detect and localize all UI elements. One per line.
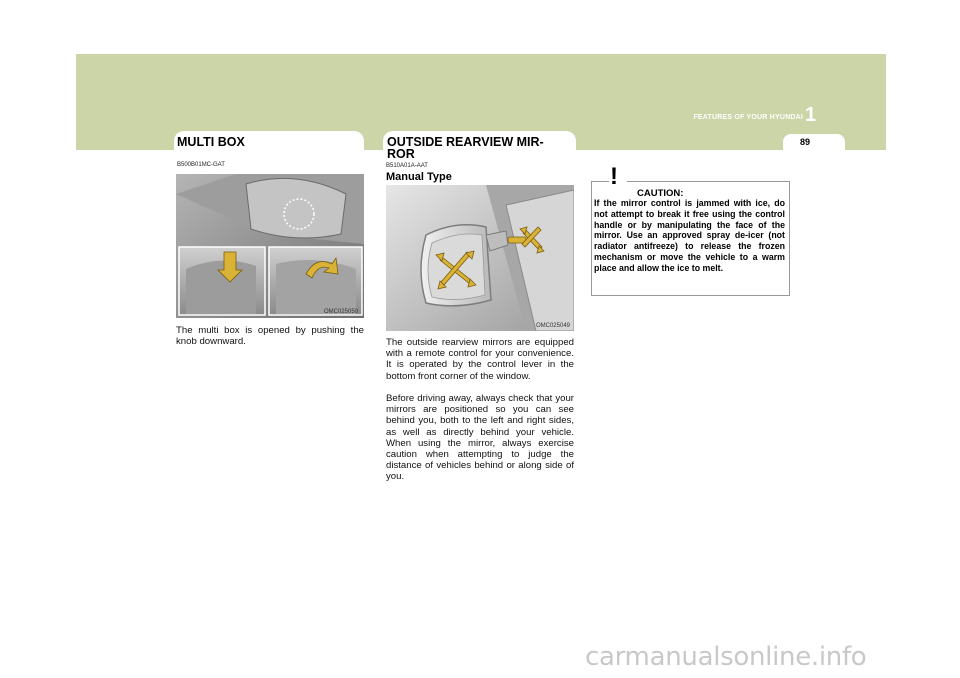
warning-triangle-icon [602,163,634,194]
caution-label: CAUTION: [637,188,684,199]
mirror-title-line1: OUTSIDE REARVIEW MIR- [387,135,544,149]
multi-box-figure-code: OMC025050 [323,309,358,315]
watermark: carmanualsonline.info [585,642,867,672]
mirror-text-p2: Before driving away, always check that your mirrors are positioned so you can see behind you, both to the left and right sides, as well as directly behind your vehicle. When using the mirror, always exercise caution when attempting to judge the distance of vehicles behind or along side of you. [386,393,574,483]
page-number: 89 [799,137,810,147]
multi-box-illustration [176,174,364,318]
mirror-text-p1: The outside rearview mirrors are equipped with a remote control for your convenience. It is operated by the control lever in the bottom front corner of the window. [386,337,574,382]
caution-symbol: ! [610,163,618,190]
multi-box-code: B500B01MC-GAT [177,162,225,168]
mirror-figure [386,185,574,331]
mirror-subheading: Manual Type [386,171,452,183]
multi-box-title: MULTI BOX [177,135,245,149]
mirror-figure-code: OMC025049 [535,323,570,329]
mirror-illustration [386,185,574,331]
caution-text: If the mirror control is jammed with ice, do not attempt to break it free using the control handle or by manipulating the face of the mirror. Use an approved spray de-icer (not radiator antifreeze) to release the frozen mechanism or move the vehicle to a warm place and allow the ice to melt. [594,198,785,273]
chapter-number: 1 [805,104,817,126]
multi-box-figure [176,174,364,318]
multi-box-text: The multi box is opened by pushing the knob downward. [176,325,364,348]
chapter-title: FEATURES OF YOUR HYUNDAI [693,114,803,121]
mirror-code: B510A01A-AAT [386,163,428,169]
mirror-title-line2: ROR [387,147,415,161]
